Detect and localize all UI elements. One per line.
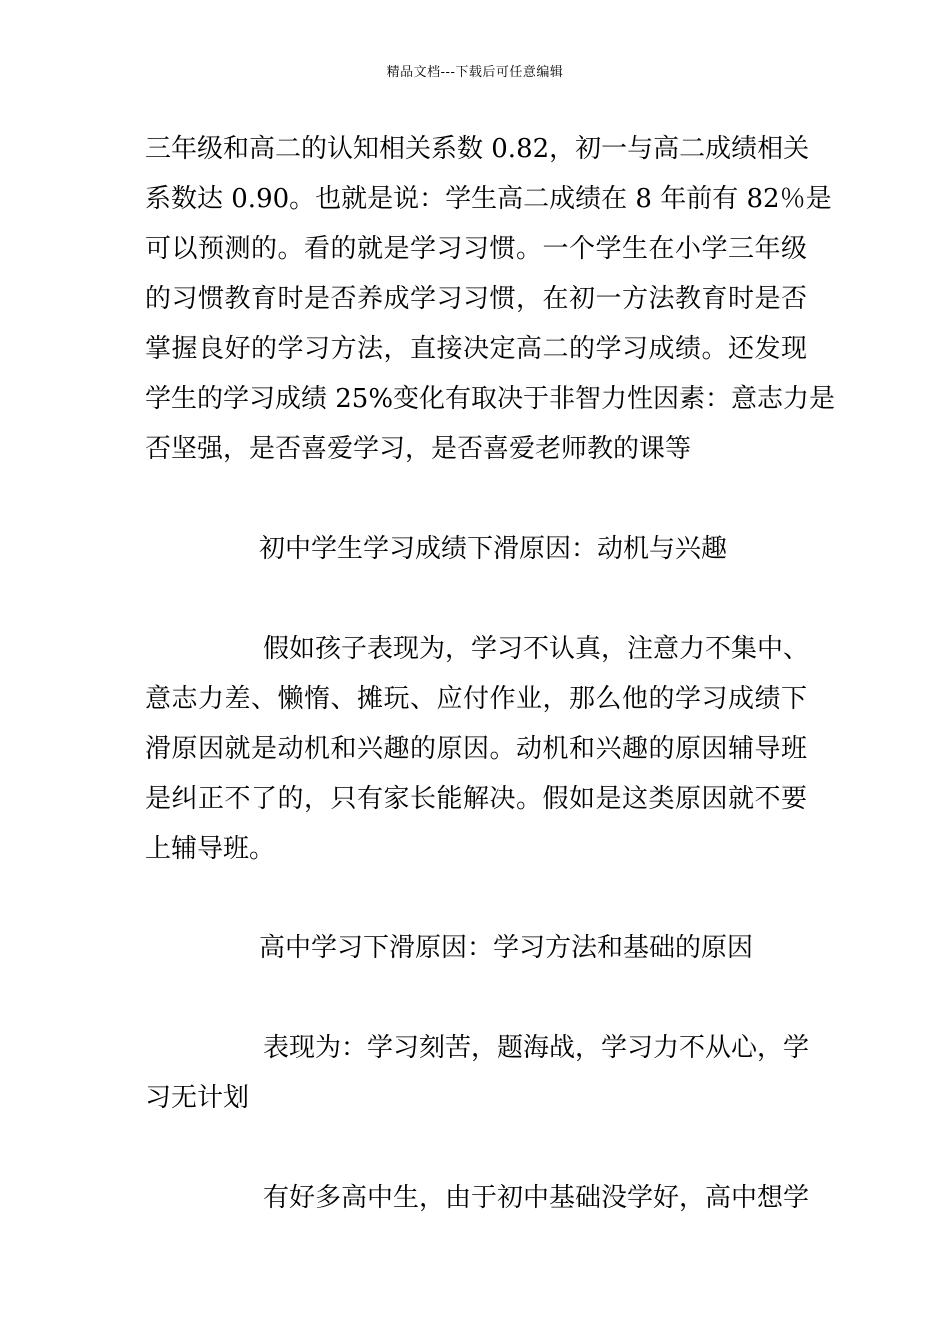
paragraph-2-line-3: 滑原因就是动机和兴趣的原因。动机和兴趣的原因辅导班 [145, 734, 807, 764]
paragraph-2-line-1: 假如孩子表现为，学习不认真，注意力不集中、 [263, 634, 810, 664]
section-heading-2: 高中学习下滑原因：学习方法和基础的原因 [259, 933, 754, 963]
paragraph-1-line-2: 系数达 0.90。也就是说：学生高二成绩在 8 年前有 82％是 [145, 184, 832, 214]
paragraph-2-line-2: 意志力差、懒惰、摊玩、应付作业，那么他的学习成绩下 [145, 684, 807, 714]
paragraph-2-line-4: 是纠正不了的，只有家长能解决。假如是这类原因就不要 [145, 784, 807, 814]
section-heading-1: 初中学生学习成绩下滑原因：动机与兴趣 [259, 534, 728, 564]
paragraph-1-line-7: 否坚强，是否喜爱学习，是否喜爱老师教的课等 [145, 434, 692, 464]
paragraph-1-line-5: 掌握良好的学习方法，直接决定高二的学习成绩。还发现 [145, 334, 807, 364]
paragraph-1-line-4: 的习惯教育时是否养成学习习惯，在初一方法教育时是否 [145, 284, 807, 314]
paragraph-1-line-6: 学生的学习成绩 25%变化有取决于非智力性因素：意志力是 [145, 384, 836, 414]
page-header: 精品文档---下载后可任意编辑 [386, 65, 564, 80]
paragraph-1-line-3: 可以预测的。看的就是学习习惯。一个学生在小学三年级 [145, 234, 807, 264]
paragraph-3-line-1: 表现为：学习刻苦，题海战，学习力不从心，学 [263, 1033, 810, 1063]
paragraph-2-line-5: 上辅导班。 [145, 834, 276, 864]
paragraph-1-line-1: 三年级和高二的认知相关系数 0.82，初一与高二成绩相关 [145, 134, 810, 164]
paragraph-3-line-2: 习无计划 [145, 1083, 250, 1113]
paragraph-4-line-1: 有好多高中生，由于初中基础没学好，高中想学 [263, 1183, 810, 1213]
